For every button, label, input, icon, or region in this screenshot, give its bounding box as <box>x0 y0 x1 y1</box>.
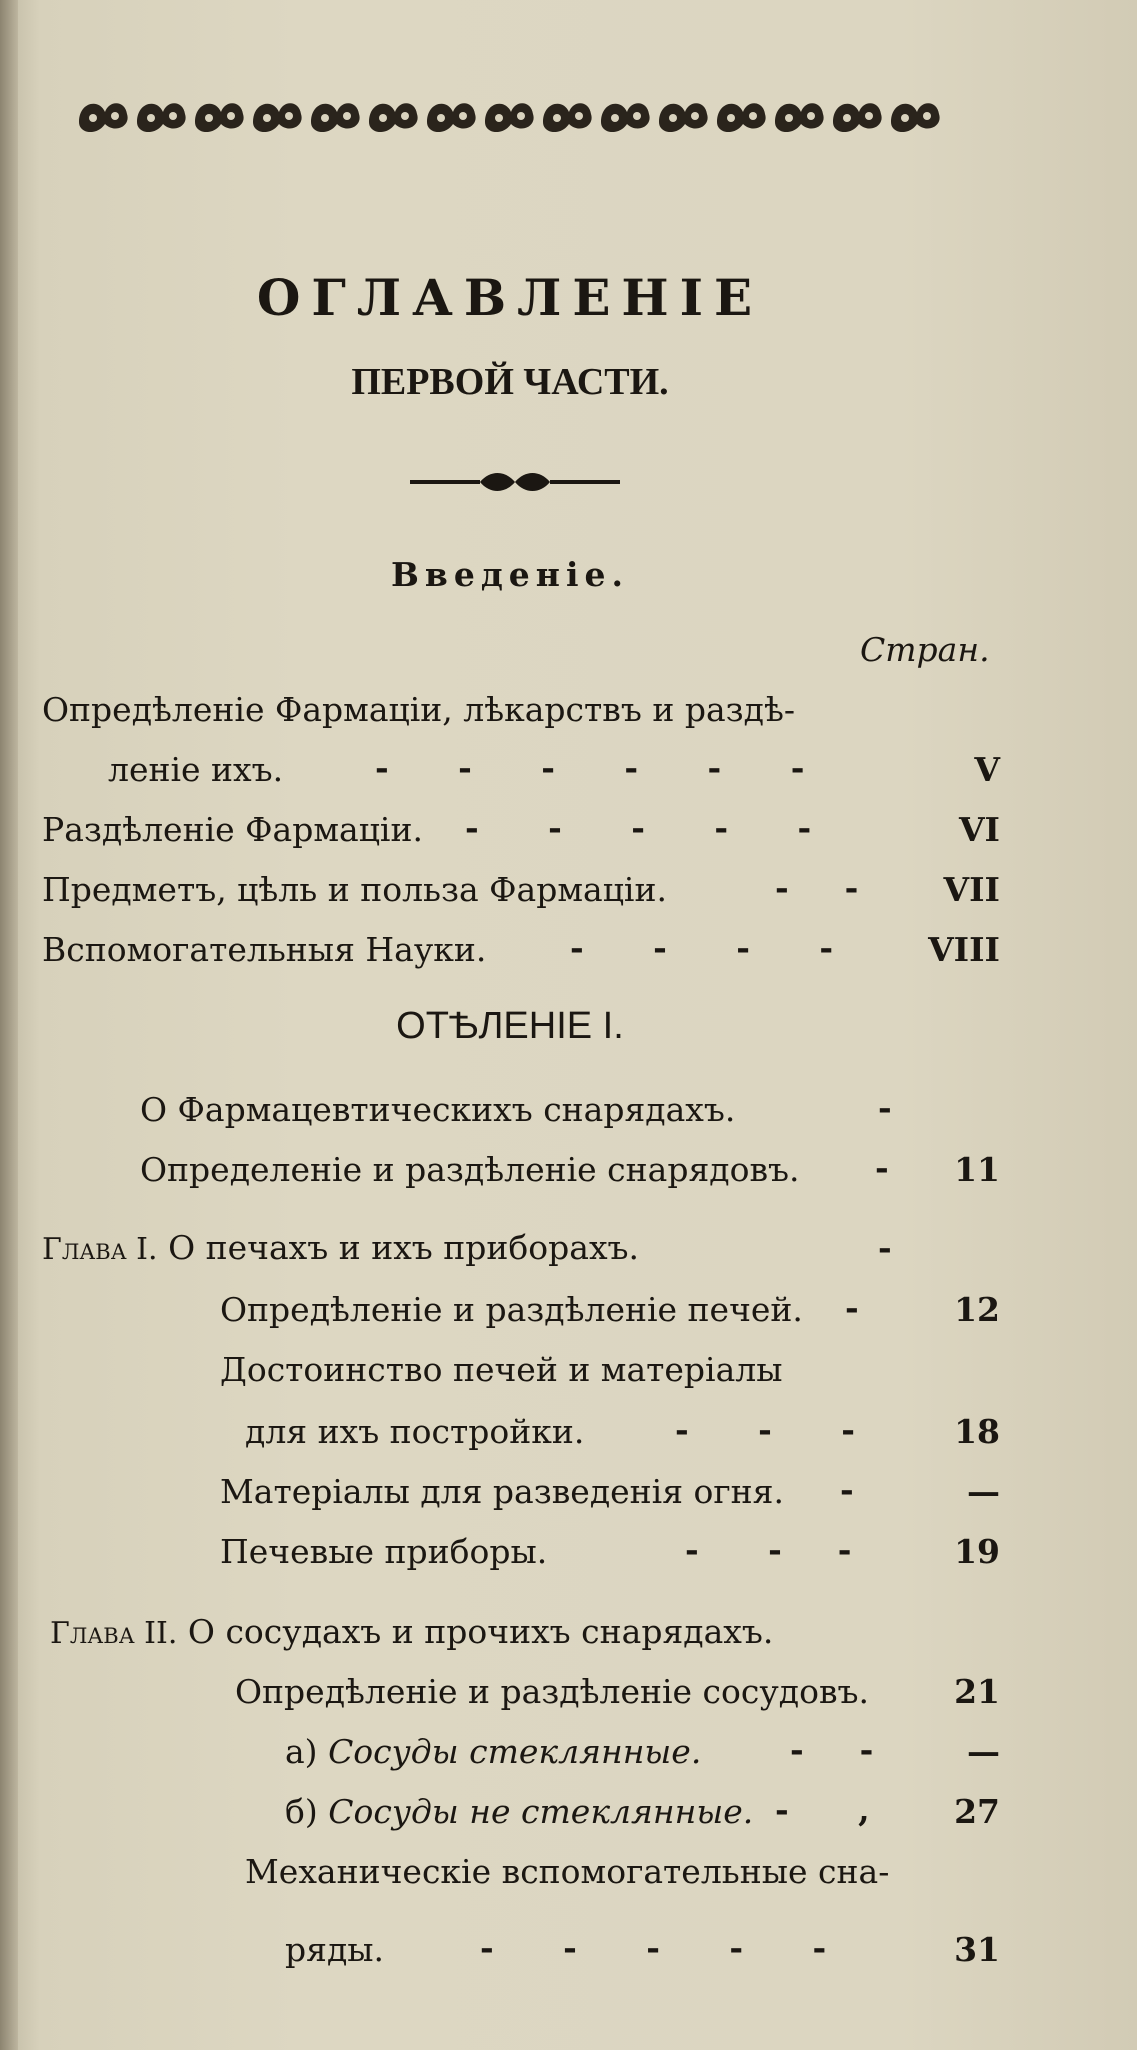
leader-dots: - - - - <box>570 928 836 967</box>
leader-dots: - <box>875 1148 891 1187</box>
chapter1-item-2-page: 18 <box>954 1412 1000 1451</box>
chapter1-item-3: Матеріалы для разведенія огня. <box>220 1472 784 1511</box>
chapter2-item-2-prefix: а) <box>285 1732 318 1771</box>
chapter1-item-4-page: 19 <box>954 1532 1000 1571</box>
ornament-border-icon <box>75 92 965 142</box>
chapter2-item-1: Опредѣленіе и раздѣленіе сосудовъ. <box>235 1672 870 1711</box>
chapter2-item-2 <box>285 1732 701 1771</box>
toc-title: ОГЛАВЛЕНІЕ <box>256 268 764 327</box>
chapter2-title: О сосудахъ и прочихъ снарядахъ. <box>187 1612 774 1651</box>
chapter2-label: Глава II. <box>50 1616 178 1651</box>
chapter1-heading <box>42 1228 639 1267</box>
intro-heading: Введеніе. <box>391 555 629 594</box>
leader-dots: - , <box>775 1790 872 1829</box>
page-column-label: Стран. <box>860 630 990 669</box>
chapter1-item-1-page: 12 <box>954 1290 1000 1329</box>
chapter1-item-3-page: — <box>967 1472 1000 1511</box>
intro-entry-2-page: VI <box>958 810 1000 849</box>
intro-entry-1-page: V <box>974 750 1000 789</box>
intro-entry-3-page: VII <box>943 870 1000 909</box>
leader-dots: - - - <box>685 1530 854 1569</box>
chapter2-item-3-text: Сосуды не стеклянные. <box>328 1792 754 1831</box>
leader-dots: - - - <box>675 1410 857 1449</box>
chapter2-item-4-line1: Механическіе вспомогательные сна- <box>245 1852 890 1891</box>
chapter2-item-1-page: 21 <box>954 1672 1000 1711</box>
section-title: ОТѢЛЕНІЕ I. <box>396 1005 624 1047</box>
leader-dots: - - <box>775 868 861 907</box>
chapter2-item-3 <box>285 1792 753 1831</box>
leader-dots: - - - - - - <box>375 748 807 787</box>
chapter1-title: О печахъ и ихъ приборахъ. <box>168 1228 640 1267</box>
leader-dots: - - - - - <box>465 808 814 847</box>
chapter2-item-4-line2: ряды. <box>285 1930 385 1969</box>
chapter2-heading <box>50 1612 773 1651</box>
leader-dots: - <box>845 1288 861 1327</box>
leader-dots: - <box>878 1088 894 1127</box>
chapter1-item-2-line2: для ихъ постройки. <box>245 1412 585 1451</box>
leader-dots: - <box>840 1470 856 1509</box>
chapter2-item-3-page: 27 <box>954 1792 1000 1831</box>
divider-flourish-icon <box>410 470 620 494</box>
section-sub-page: 11 <box>954 1150 1000 1189</box>
chapter1-item-2-line1: Достоинство печей и матеріалы <box>220 1350 783 1389</box>
leader-dots: - - - - - <box>480 1928 829 1967</box>
chapter2-item-4-page: 31 <box>954 1930 1000 1969</box>
chapter1-item-1: Опредѣленіе и раздѣленіе печей. <box>220 1290 803 1329</box>
section-sub-line: Определеніе и раздѣленіе снарядовъ. <box>140 1150 800 1189</box>
intro-entry-4: Вспомогательныя Науки. <box>42 930 487 969</box>
leader-dots: - - <box>790 1730 876 1769</box>
intro-entry-1-line2: леніе ихъ. <box>108 750 284 789</box>
chapter1-item-4: Печевые приборы. <box>220 1532 548 1571</box>
chapter2-item-3-prefix: б) <box>285 1792 318 1831</box>
toc-subtitle: ПЕРВОЙ ЧАСТИ. <box>351 361 669 403</box>
chapter1-label: Глава I. <box>42 1232 158 1267</box>
intro-entry-3: Предметъ, цѣль и польза Фармаціи. <box>42 870 667 909</box>
intro-entry-1-line1: Опредѣленіе Фармаціи, лѣкарствъ и раздѣ- <box>42 690 796 729</box>
intro-entry-2: Раздѣленіе Фармаціи. <box>42 810 423 849</box>
chapter2-item-2-page: — <box>967 1732 1000 1771</box>
chapter2-item-2-text: Сосуды стеклянные. <box>328 1732 702 1771</box>
section-header-line: О Фармацевтическихъ снарядахъ. <box>140 1090 736 1129</box>
leader-dots: - <box>878 1228 894 1267</box>
intro-entry-4-page: VIII <box>928 930 1000 969</box>
